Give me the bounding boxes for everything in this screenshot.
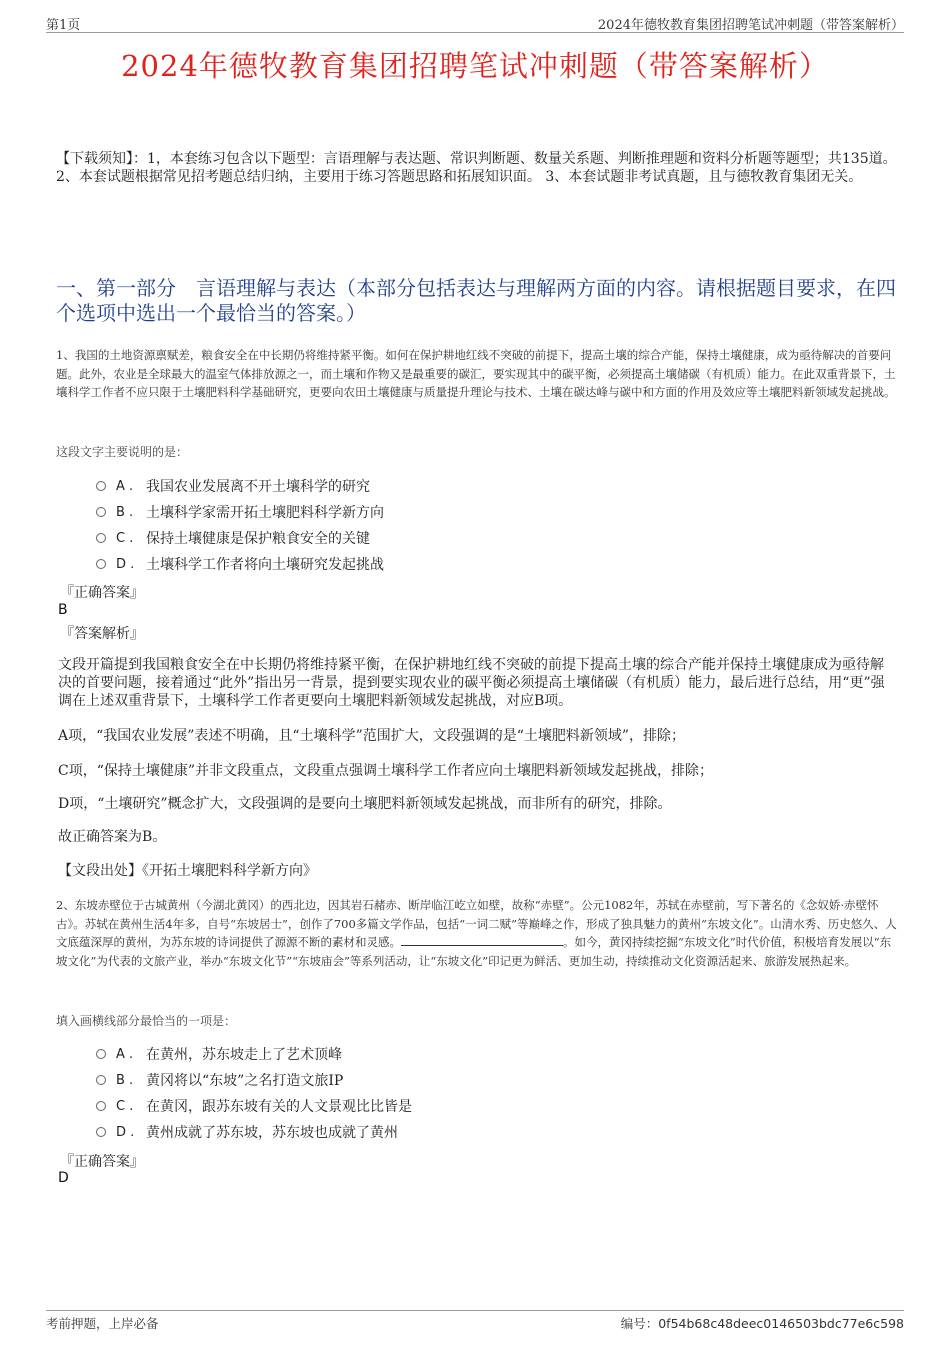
correct-answer-value: D: [58, 1170, 69, 1186]
analysis-paragraph: 文段开篇提到我国粮食安全在中长期仍将维持紧平衡，在保护耕地红线不突破的前提下提高土壤的综合产能并保持土壤健康成为亟待解决的首要问题，接着通过“此外”指出另一背景，提到要实现农业的碳平衡必须提高土壤储碳（有机质）能力，最后进行总结，用“更”强调在上述双重背景下，土壤科学工作者更要向土壤肥料新领域发起挑战，对应B项。: [58, 657, 885, 709]
correct-answer-value: B: [58, 602, 68, 618]
page-header: [46, 14, 904, 34]
correct-answer-label: 『正确答案』: [60, 1154, 144, 1170]
analysis-paragraph: C项，“保持土壤健康”并非文段重点，文段重点强调土壤科学工作者应向土壤肥料新领域发起挑战，排除；: [58, 763, 714, 779]
option-d[interactable]: D . 黄州成就了苏东坡，苏东坡也成就了黄州: [96, 1119, 412, 1145]
radio-icon[interactable]: [96, 1101, 106, 1111]
footer-note: 考前押题，上岸必备: [46, 1316, 159, 1331]
analysis-conclusion: 故正确答案为B。: [58, 829, 167, 845]
question-1-prompt: 这段文字主要说明的是：: [56, 445, 189, 459]
footer-divider: [46, 1310, 904, 1311]
question-2-prompt: 填入画横线部分最恰当的一项是：: [56, 1014, 237, 1028]
option-b[interactable]: B . 黄冈将以“东坡”之名打造文旅IP: [96, 1067, 412, 1093]
option-a[interactable]: A . 我国农业发展离不开土壤科学的研究: [96, 473, 384, 499]
option-c[interactable]: C . 保持土壤健康是保护粮食安全的关键: [96, 525, 384, 551]
radio-icon[interactable]: [96, 481, 106, 491]
analysis-paragraph: A项，“我国农业发展”表述不明确，且“土壤科学”范围扩大，文段强调的是“土壤肥料新领域”，排除；: [58, 728, 686, 744]
header-doc-title: 2024年德牧教育集团招聘笔试冲刺题（带答案解析）: [597, 18, 904, 33]
analysis-label: 『答案解析』: [60, 626, 144, 642]
section-title: 一、第一部分 言语理解与表达（本部分包括表达与理解两方面的内容。请根据题目要求，在四个选项中选出一个最恰当的答案。）: [56, 276, 896, 325]
radio-icon[interactable]: [96, 507, 106, 517]
page-number: 第1页: [46, 18, 81, 33]
question-1-stem: 1、我国的土地资源禀赋差，粮食安全在中长期仍将维持紧平衡。如何在保护耕地红线不突破的前提下，提高土壤的综合产能，保持土壤健康，成为亟待解决的首要问题。此外，农业是全球最大的温室气体排放源之一，而土壤和作物又是最重要的碳汇，要实现其中的碳平衡，必须提高土壤储碳（有机质）能力。在此双重背景下，土壤科学工作者不应只限于土壤肥料科学基础研究，更要向农田土壤健康与质量提升理论与技术、土壤在碳达峰与碳中和方面的作用及效应等土壤肥料新领域发起挑战。: [56, 348, 896, 399]
question-2-stem: 2、东坡赤壁位于古城黄州（今湖北黄冈）的西北边，因其岩石赭赤、断岸临江屹立如壁，故称“赤壁”。公元1082年，苏轼在赤壁前，写下著名的《念奴娇·赤壁怀古》。苏轼在黄州生活4年多，自号“东坡居士”，创作了700多篇文学作品，包括“一词二赋”等巅峰之作，形成了独具魅力的黄州“东坡文化”。山清水秀、历史悠久、人文底蕴深厚的黄州，为苏东坡的诗词提供了源源不断的素材和灵感。 。如今，黄冈持续挖掘“东坡文化”时代价值，积极培育发展以“东坡文化”为代表的文旅产业，举办“东坡文化节”“东坡庙会”等系列活动，让“东坡文化”印记更为鲜活、更加生动，持续推动文化资源活起来、旅游发展热起来。: [56, 898, 897, 968]
radio-icon[interactable]: [96, 533, 106, 543]
option-d[interactable]: D . 土壤科学工作者将向土壤研究发起挑战: [96, 551, 384, 577]
option-a[interactable]: A . 在黄州，苏东坡走上了艺术顶峰: [96, 1041, 412, 1067]
page-footer: [46, 1314, 904, 1334]
question-1-options: [96, 473, 384, 577]
correct-answer-label: 『正确答案』: [60, 585, 144, 601]
option-c[interactable]: C . 在黄冈，跟苏东坡有关的人文景观比比皆是: [96, 1093, 412, 1119]
document-title: 2024年德牧教育集团招聘笔试冲刺题（带答案解析）: [121, 49, 829, 83]
question-2-options: [96, 1041, 412, 1145]
download-notice: 【下载须知】：1，本套练习包含以下题型：言语理解与表达题、常识判断题、数量关系题、判断推理题和资料分析题等题型；共135道。 2、本套试题根据常见招考题总结归纳，主要用于练习答题思路和拓展知识面。 3、本套试题非考试真题，且与德牧教育集团无关。: [56, 151, 897, 185]
analysis-paragraph: D项，“土壤研究”概念扩大，文段强调的是要向土壤肥料新领域发起挑战，而非所有的研究，排除。: [58, 796, 672, 812]
header-divider: [46, 32, 904, 33]
radio-icon[interactable]: [96, 1127, 106, 1137]
fill-blank: [401, 933, 563, 946]
radio-icon[interactable]: [96, 1075, 106, 1085]
document-code: 编号：0f54b68c48deec0146503bdc77e6c598: [620, 1316, 904, 1331]
option-b[interactable]: B . 土壤科学家需开拓土壤肥料科学新方向: [96, 499, 384, 525]
source-note: 【文段出处】《开拓土壤肥料科学新方向》: [58, 863, 317, 879]
radio-icon[interactable]: [96, 559, 106, 569]
radio-icon[interactable]: [96, 1049, 106, 1059]
